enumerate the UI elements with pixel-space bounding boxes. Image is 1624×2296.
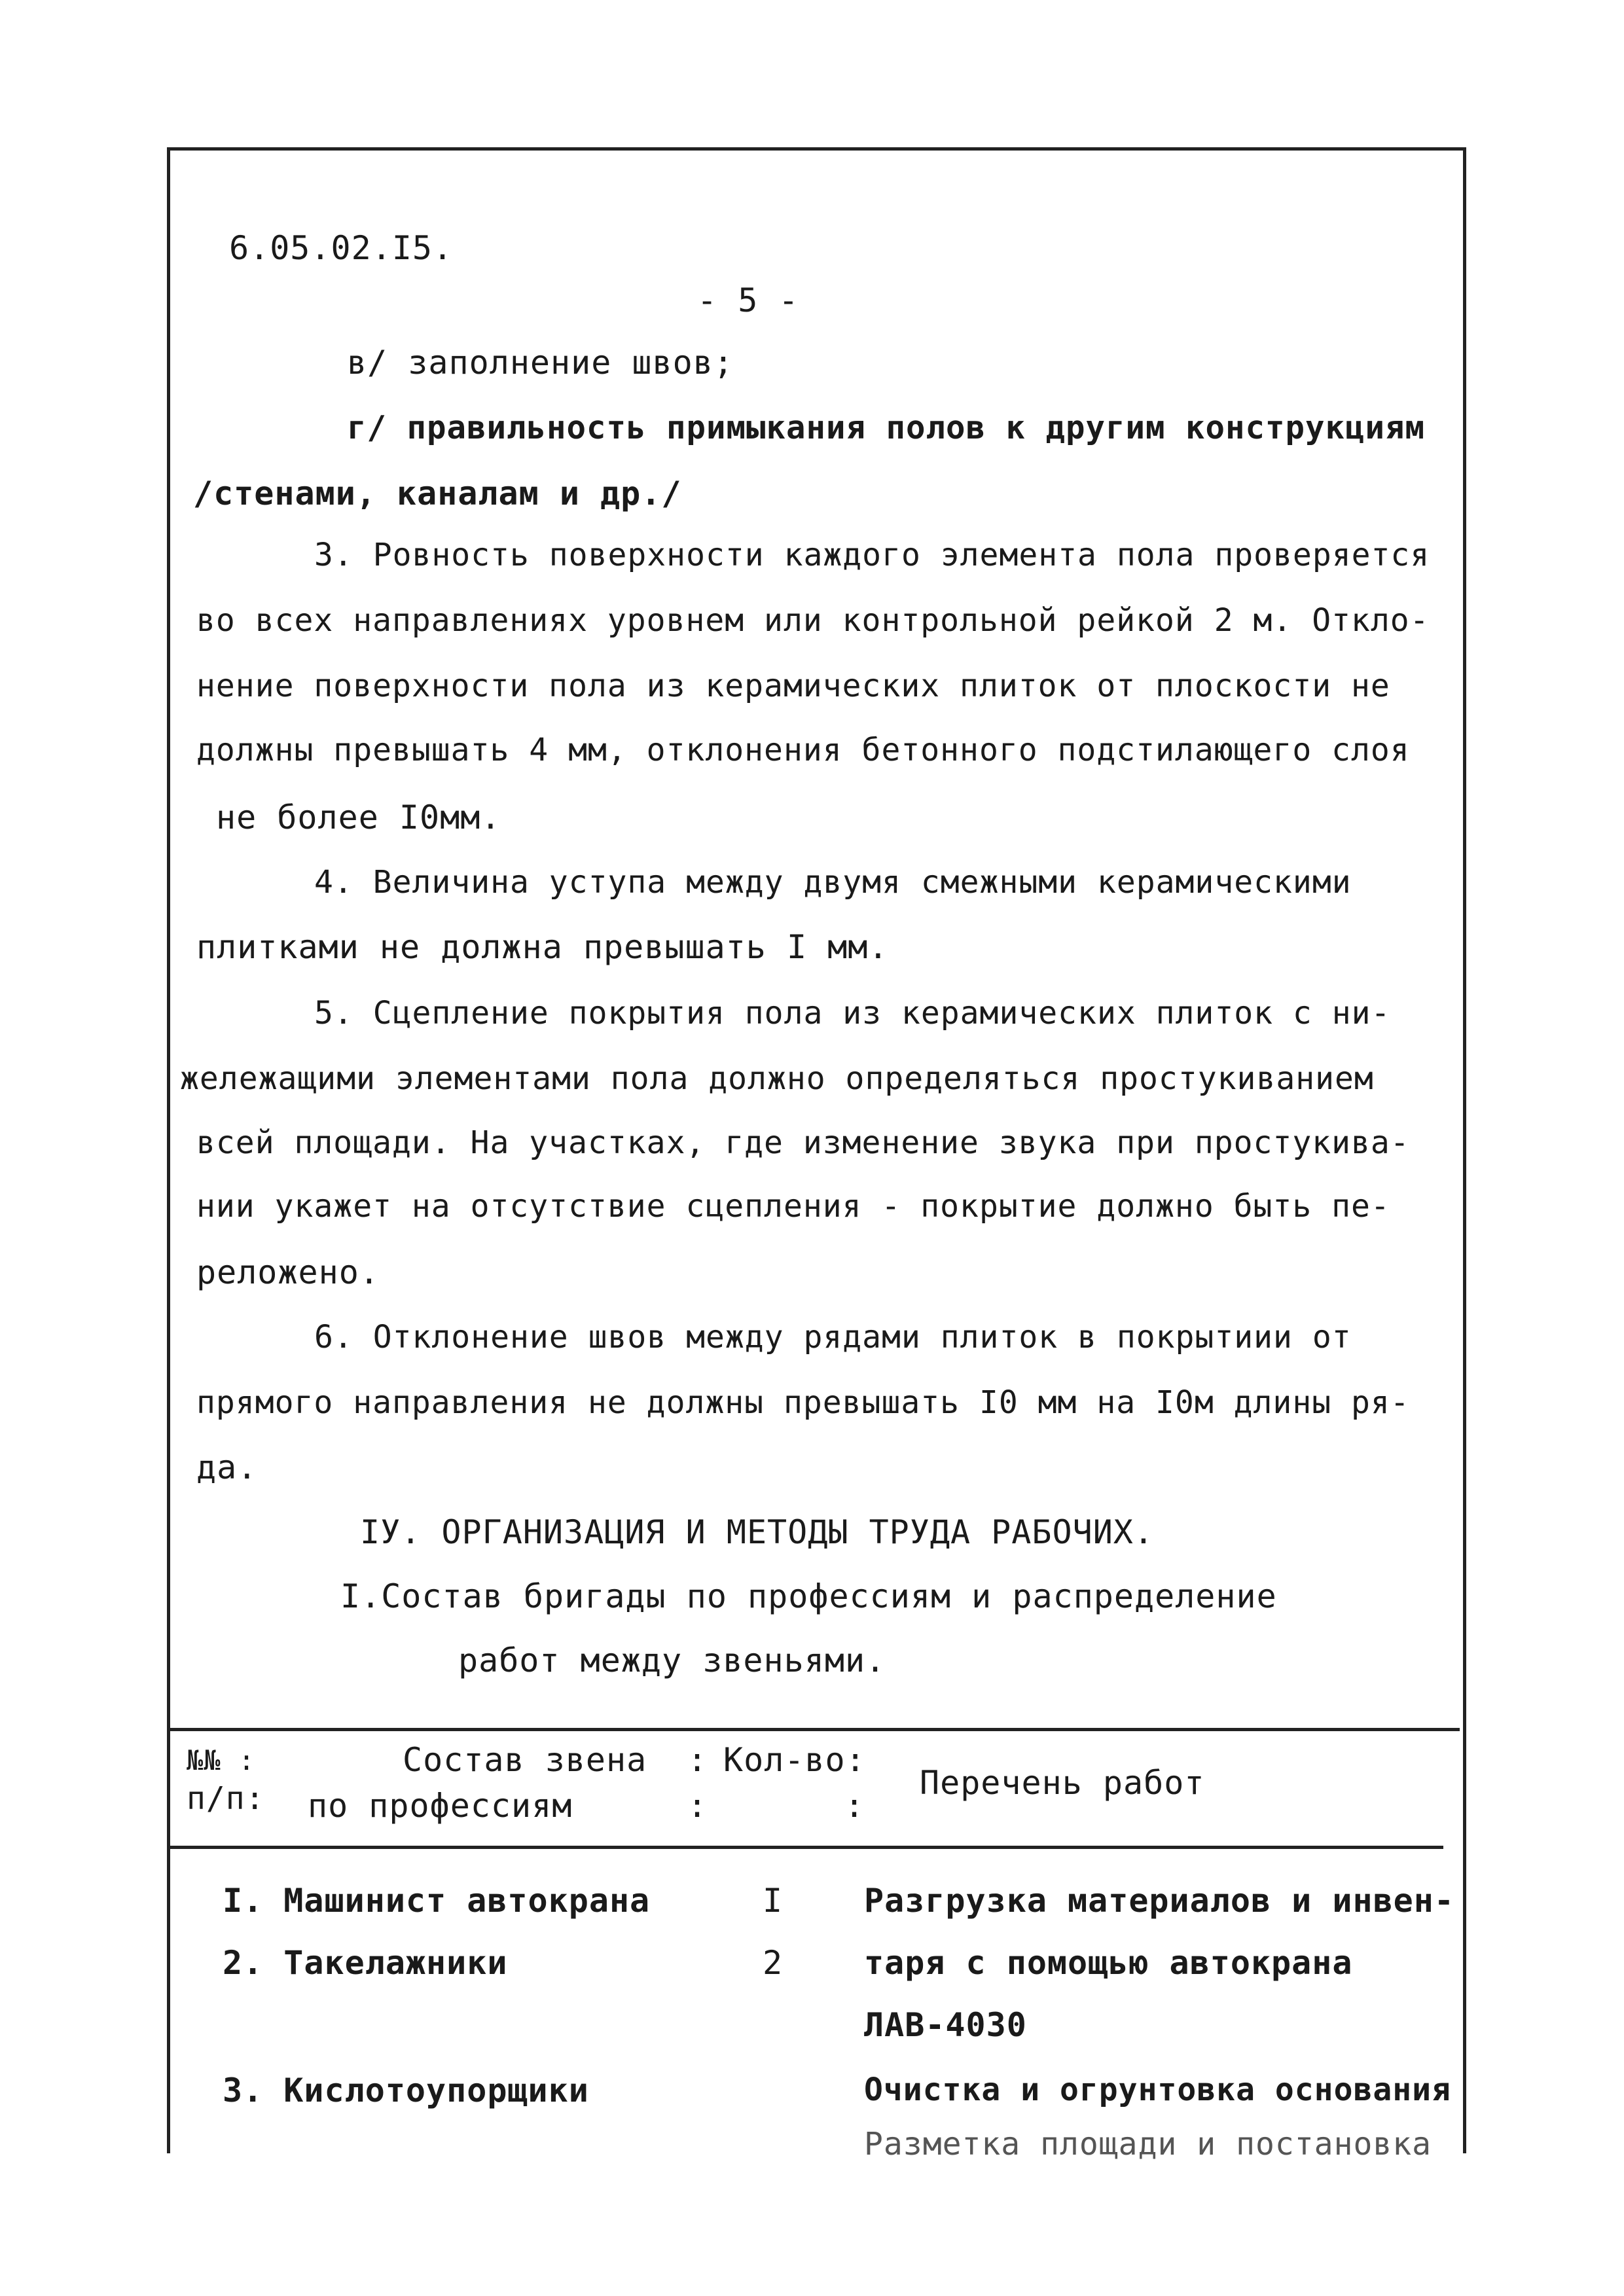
table-row-2-item: 2. Такелажники	[223, 1944, 508, 1982]
table-row-2-quantity: 2	[763, 1944, 784, 1982]
header-quantity: Кол-во:	[723, 1741, 866, 1779]
paragraph-3-line-5: не более I0мм.	[216, 798, 501, 836]
header-composition-line-2: по профессиям	[308, 1787, 573, 1825]
paragraph-3-line-4: должны превышать 4 мм, отклонения бетонного подстилающего слоя	[196, 732, 1410, 768]
table-row-1-works-line-3: ЛАВ-4030	[864, 2006, 1027, 2044]
paragraph-3-line-3: нение поверхности пола из керамических плиток от плоскости не	[196, 668, 1390, 704]
header-separator-2: :	[687, 1787, 708, 1825]
table-row-3-item: 3. Кислотоупорщики	[223, 2072, 589, 2109]
table-row-1-quantity: I	[763, 1882, 784, 1920]
table-row-1-works-line-2: таря с помощью автокрана	[864, 1944, 1353, 1982]
table-top-rule	[167, 1728, 1460, 1731]
header-composition-line-1: Состав звена	[403, 1741, 647, 1779]
table-row-3-works-line-2: Разметка площади и постановка	[864, 2126, 1432, 2162]
paragraph-6-line-1: 6. Отклонение швов между рядами плиток в покрытиии от	[314, 1319, 1352, 1355]
paragraph-3-line-2: во всех направлениях уровнем или контрольной рейкой 2 м. Откло-	[196, 602, 1430, 639]
header-number-line-1: №№ :	[187, 1744, 256, 1776]
header-works: Перечень работ	[920, 1764, 1205, 1802]
paragraph-4-line-1: 4. Величина уступа между двумя смежными керамическими	[314, 864, 1352, 901]
paragraph-6-line-3: да.	[196, 1448, 258, 1486]
table-row-1-item: I. Машинист автокрана	[223, 1882, 651, 1920]
paragraph-3-line-1: 3. Ровность поверхности каждого элемента пола проверяется	[314, 537, 1430, 573]
header-separator-1: :	[687, 1741, 708, 1779]
table-header-rule	[167, 1846, 1443, 1849]
document-code: 6.05.02.I5.	[229, 229, 454, 267]
paragraph-5-line-3: всей площади. На участках, где изменение звука при простукива-	[196, 1124, 1410, 1161]
header-quantity-separator: :	[844, 1787, 865, 1825]
section-subtitle-line-1: I.Состав бригады по профессиям и распределение	[340, 1577, 1277, 1615]
table-row-1-works-line-1: Разгрузка материалов и инвен-	[864, 1882, 1454, 1920]
list-item-v: в/ заполнение швов;	[347, 344, 734, 382]
paragraph-5-line-2: жележащими элементами пола должно определяться простукиванием	[180, 1060, 1374, 1097]
paragraph-5-line-1: 5. Сцепление покрытия пола из керамических плиток с ни-	[314, 995, 1391, 1031]
section-title: IУ. ОРГАНИЗАЦИЯ И МЕТОДЫ ТРУДА РАБОЧИХ.	[360, 1513, 1154, 1551]
list-item-g-cont: /стенами, каналам и др./	[193, 475, 682, 512]
table-row-3-works-line-1: Очистка и огрунтовка основания	[864, 2072, 1451, 2108]
section-subtitle-line-2: работ между звеньями.	[458, 1641, 886, 1679]
page-number: - 5 -	[697, 281, 799, 319]
paragraph-4-line-2: плитками не должна превышать I мм.	[196, 928, 889, 966]
list-item-g: г/ правильность примыкания полов к другим конструкциям	[347, 409, 1426, 446]
paragraph-5-line-4: нии укажет на отсутствие сцепления - покрытие должно быть пе-	[196, 1188, 1390, 1225]
paragraph-5-line-5: реложено.	[196, 1253, 380, 1291]
paragraph-6-line-2: прямого направления не должны превышать I0 мм на I0м длины ря-	[196, 1384, 1410, 1421]
header-number-line-2: п/п:	[187, 1780, 265, 1817]
